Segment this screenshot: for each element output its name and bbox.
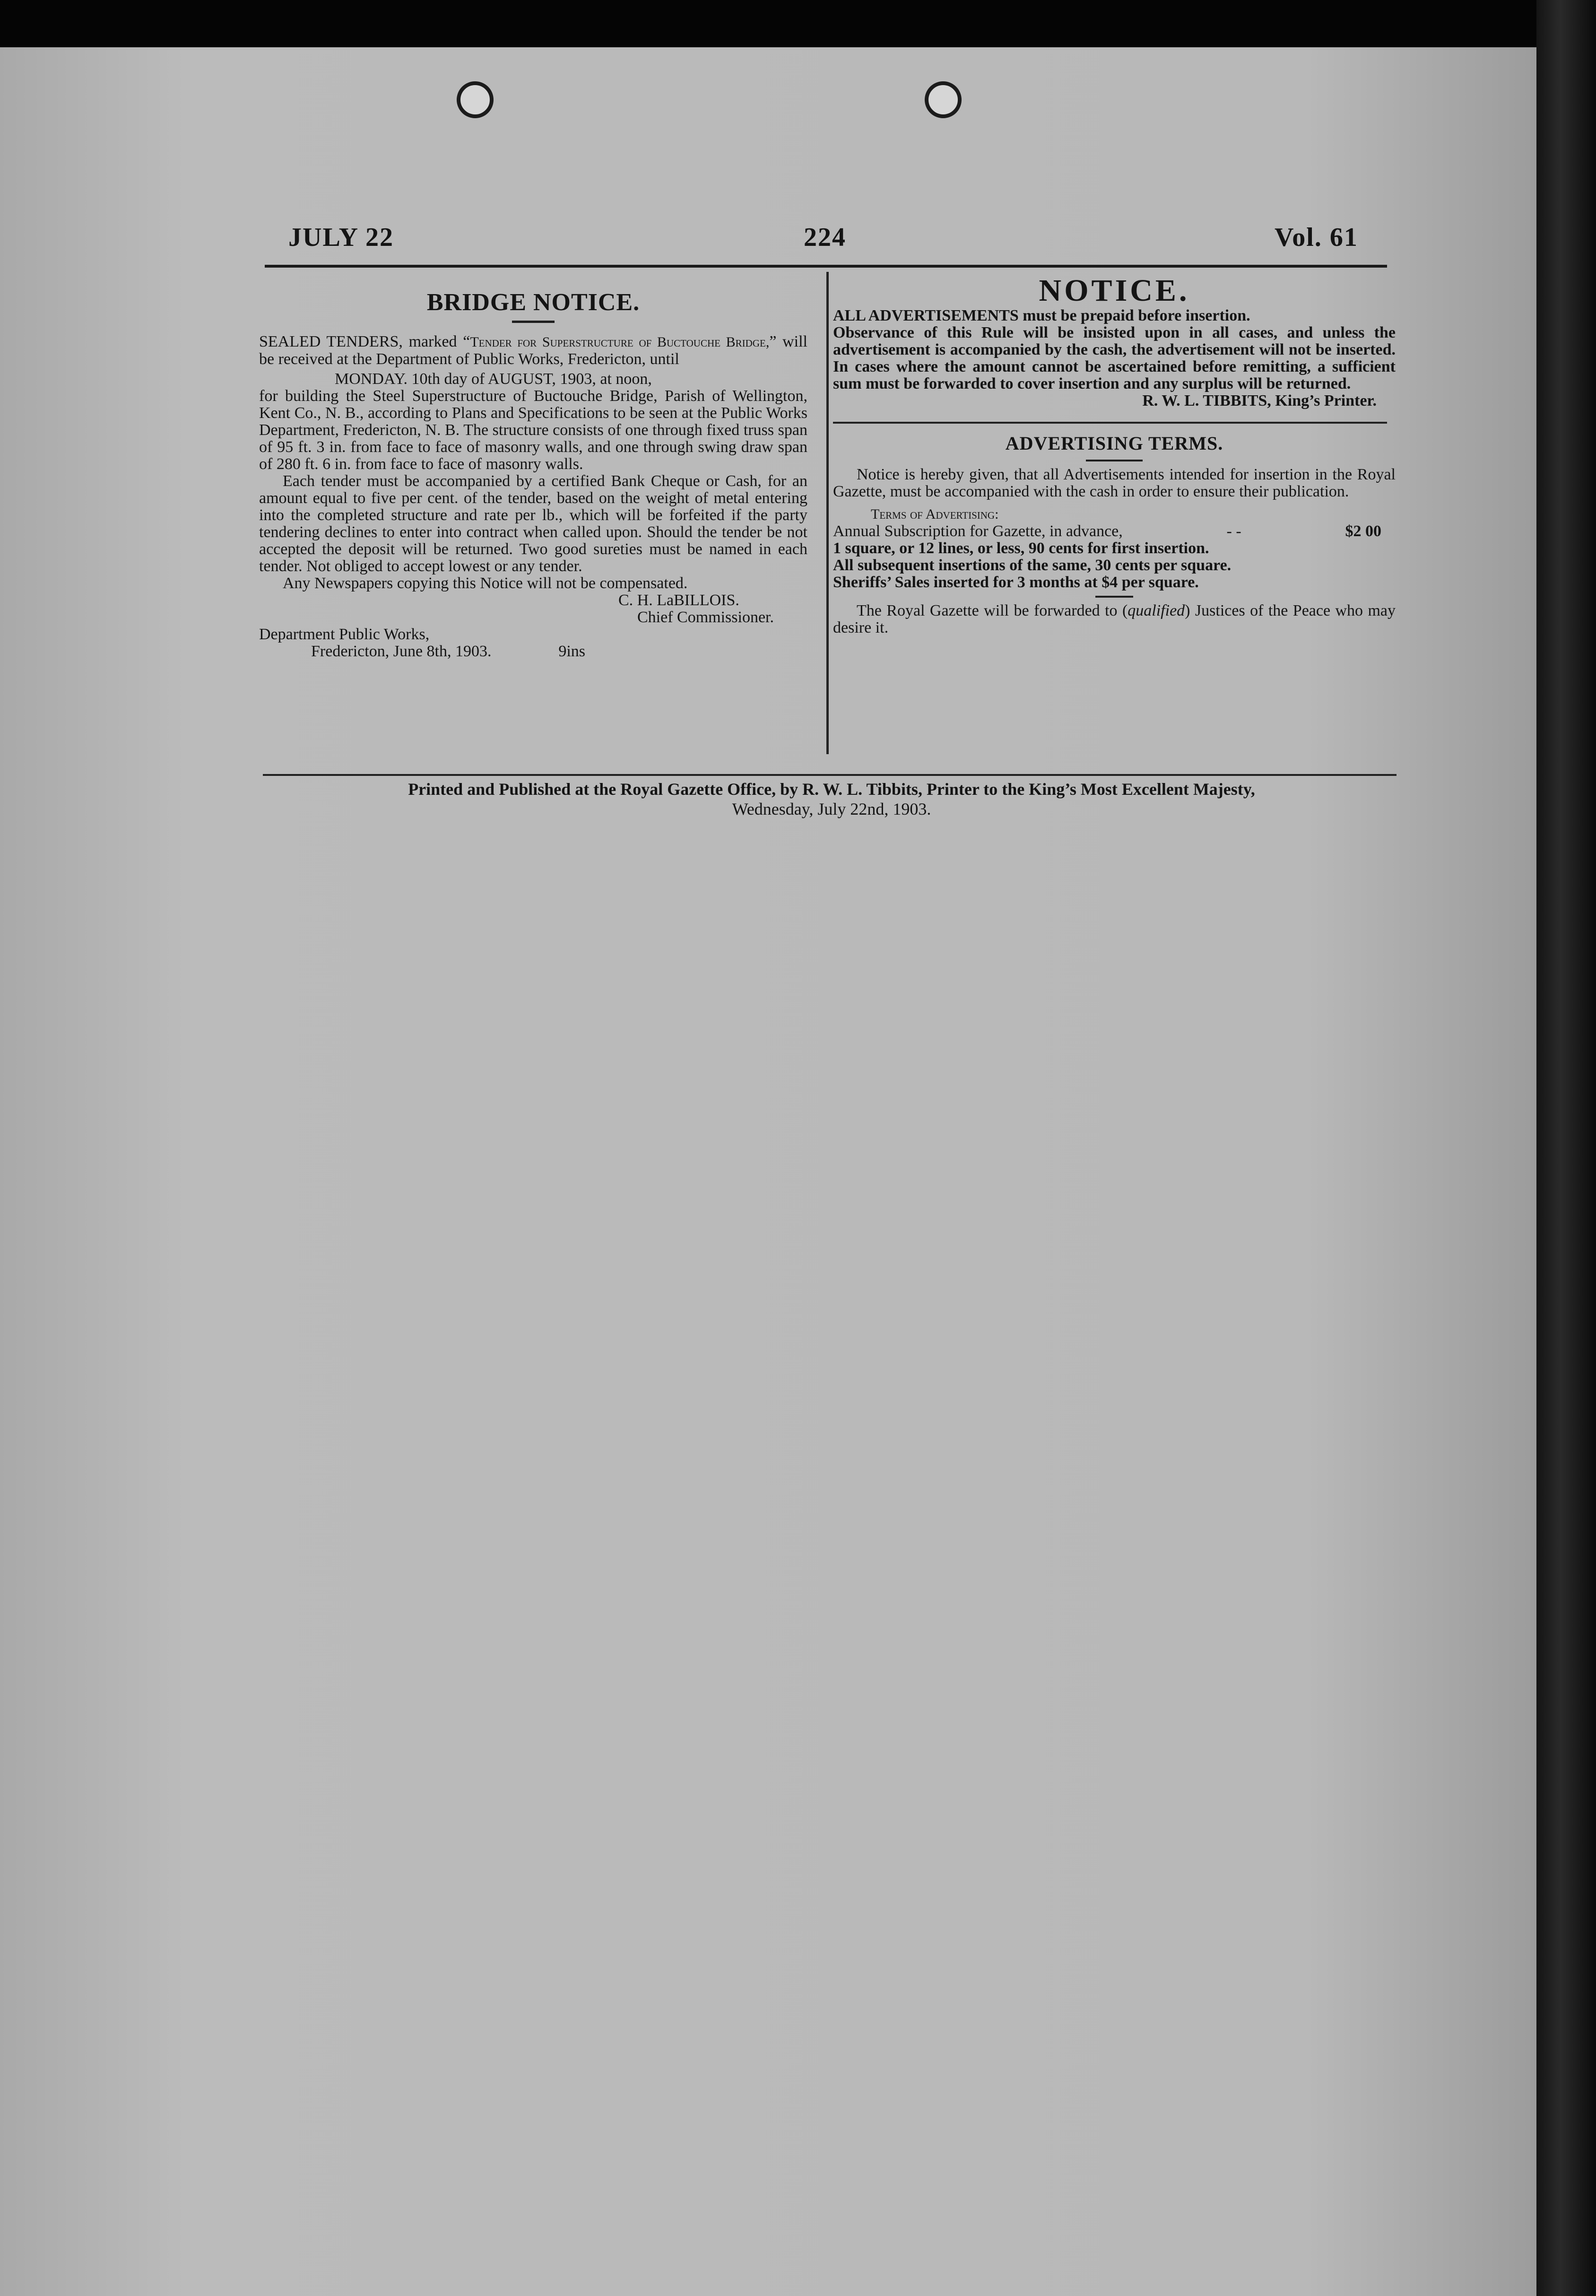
justices-text-end: ) Justices of the Peace who may desire it. (833, 602, 1396, 636)
advertising-intro: Notice is hereby given, that all Advertisements intended for insertion in the Royal Gazette, must be accompanied with the cash in order to ensure their publication. (833, 466, 1396, 500)
header-rule (265, 265, 1387, 268)
signatory-name: C. H. LaBILLOIS. (618, 591, 739, 609)
justices-qualified: qualified (1128, 602, 1185, 619)
notice-title: NOTICE. (1039, 273, 1190, 308)
notice-body: Observance of this Rule will be insisted upon in all cases, and unless the advertisement is accompanied by the cash, the advertisement will not be inserted. In cases where the amount cannot be ascertained before remitting, a sufficient sum must be forwarded to cover insertion and any surplus will be returned. (833, 324, 1396, 392)
subscription-price: $2 00 (1345, 522, 1381, 540)
volume-number: Vol. 61 (1275, 223, 1358, 252)
terms-title-rule (1086, 460, 1143, 461)
imprint-date: Wednesday, July 22nd, 1903. (732, 800, 931, 818)
imprint-line: Printed and Published at the Royal Gazette Office, by R. W. L. Tibbits, Printer to the King’s Most Excellent Majesty, (408, 780, 1255, 799)
bridge-notice-terms: Each tender must be accompanied by a certified Bank Cheque or Cash, for an amount equal to five per cent. of the tender, based on the weight of metal entering into the completed structure and rate per lb., which will be forfeited if the party tendering declines to enter into contract when called upon. Should the tender be not accepted the deposit will be returned. Two good sureties must be named in each tender. Not obliged to accept lowest or any tender. (259, 472, 807, 575)
newspapers-note: Any Newspapers copying this Notice will not be compensated. (283, 574, 688, 592)
notice-lead: ALL ADVERTISEMENTS must be prepaid before insertion. (833, 307, 1250, 324)
scan-edge (1536, 0, 1596, 2296)
imprint (265, 779, 1398, 819)
column-divider (826, 272, 829, 754)
bridge-notice-column (259, 288, 807, 660)
notice-signature: R. W. L. TIBBITS, King’s Printer. (1142, 392, 1377, 409)
punch-hole-left (457, 81, 494, 118)
rate-subsequent: All subsequent insertions of the same, 30 cents per square. (833, 557, 1232, 574)
place-date-row (259, 643, 807, 660)
intro-text: SEALED TENDERS, marked “ (259, 333, 470, 350)
issue-date: JULY 22 (288, 223, 394, 252)
bridge-notice-body: for building the Steel Superstructure of Buctouche Bridge, Parish of Wellington, Kent Co., N. B., according to Plans and Specifications to be seen at the Public Works Department, Fredericton, N. B. The structure consists of one through fixed truss span of 95 ft. 3 in. from face to face of masonry walls, and one through swing draw span of 280 ft. 6 in. from face to face of masonry walls. (259, 387, 807, 473)
title-rule (512, 321, 555, 323)
subscription-dashes: - - (1226, 522, 1241, 540)
terms-end-rule (1095, 596, 1133, 598)
bridge-notice-intro (259, 333, 807, 368)
insertion-count: 9ins (558, 643, 585, 660)
terms-heading: Terms of Advertising: (871, 506, 999, 522)
department-line: Department Public Works, (259, 626, 430, 643)
footer-rule (263, 774, 1396, 776)
rate-first-insertion: 1 square, or 12 lines, or less, 90 cents for first insertion. (833, 539, 1209, 557)
intro-text-end: ” will be received at the Department of Public Works, Fredericton, until (259, 333, 808, 368)
signatory-title: Chief Commissioner. (637, 609, 774, 626)
tender-marking: Tender for Superstructure of Buctouche Bridge, (470, 334, 770, 350)
justices-note (833, 602, 1396, 636)
subscription-line (833, 523, 1396, 540)
bridge-notice-title: BRIDGE NOTICE. (426, 289, 640, 316)
punch-hole-right (925, 81, 962, 118)
rate-sheriff-sales: Sheriffs’ Sales inserted for 3 months at $4 per square. (833, 574, 1199, 591)
justices-text: The Royal Gazette will be forwarded to ( (857, 602, 1128, 619)
tender-deadline: MONDAY. 10th day of AUGUST, 1903, at noon, (335, 370, 652, 388)
section-separator (833, 422, 1387, 424)
notice-column (833, 274, 1396, 636)
page-number: 224 (804, 223, 846, 252)
subscription-label: Annual Subscription for Gazette, in advance, (833, 522, 1123, 540)
advertising-terms-title: ADVERTISING TERMS. (1005, 433, 1223, 454)
place-date: Fredericton, June 8th, 1903. (311, 643, 492, 660)
